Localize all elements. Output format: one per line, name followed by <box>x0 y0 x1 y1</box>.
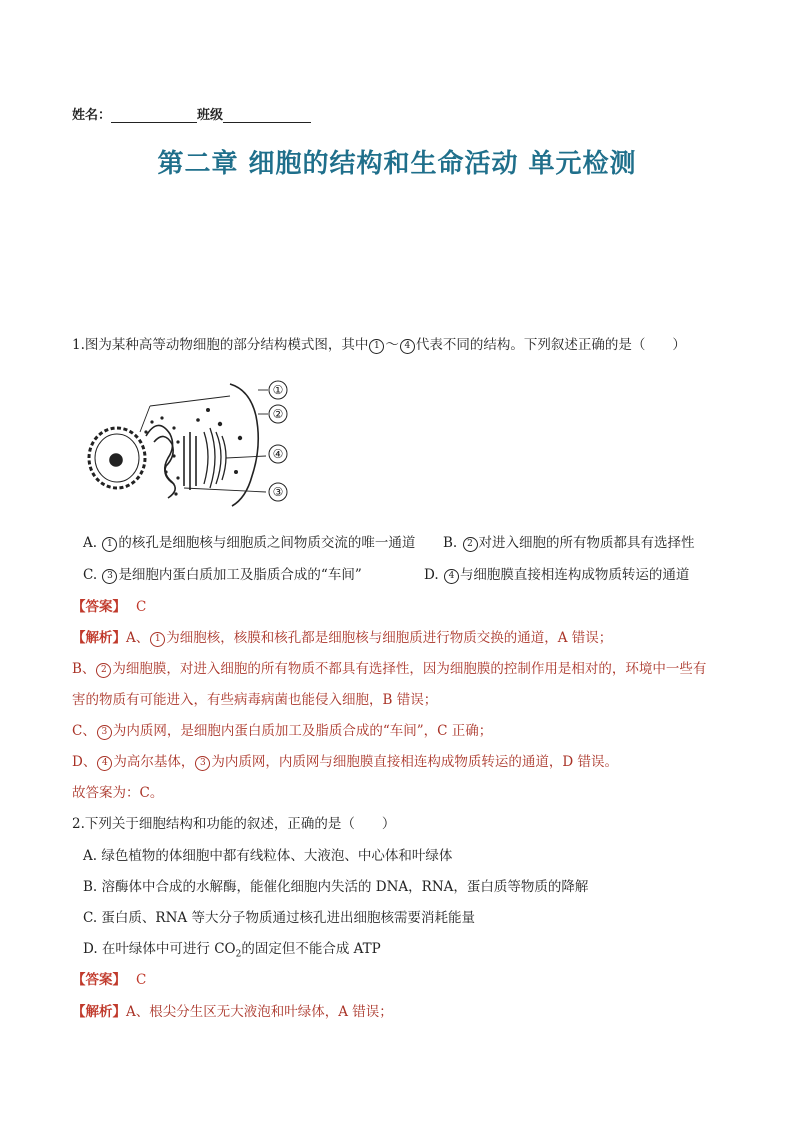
q1-solution-line-2: B、 2 为细胞膜，对进入细胞的所有物质不都具有选择性，因为细胞膜的控制作用是相对的，环境中一些有 <box>72 661 707 677</box>
q2-stem: 2.下列关于细胞结构和功能的叙述，正确的是（ ） <box>72 816 396 832</box>
circled-1-icon: 1 <box>369 339 384 354</box>
figure-label-3: ③ <box>272 485 284 499</box>
golgi <box>204 428 226 488</box>
q1-answer: 【答案】 C <box>72 599 147 615</box>
q1-option-b[interactable]: B. 2 对进入细胞的所有物质都具有选择性 <box>443 535 695 551</box>
class-blank[interactable] <box>223 109 311 123</box>
figure-label-1: ① <box>272 383 284 397</box>
figure-label-4: ④ <box>272 447 284 461</box>
cell-membrane <box>230 384 258 506</box>
name-label: 姓名： <box>72 108 112 123</box>
q1-solution-line-5: D、 4 为高尔基体， 3 为内质网，内质网与细胞膜直接相连构成物质转运的通道，D 错误。 <box>72 754 618 770</box>
student-info-line <box>72 104 311 123</box>
nucleolus <box>110 454 122 466</box>
q1-solution-line-3: 害的物质有可能进入，有些病毒病菌也能侵入细胞，B 错误； <box>72 692 438 708</box>
q1-option-c[interactable]: C. 3 是细胞内蛋白质加工及脂质合成的“车间” <box>83 567 362 583</box>
q1-conclusion: 故答案为：C。 <box>72 785 164 801</box>
cell-structure-figure <box>80 376 300 514</box>
name-blank[interactable] <box>111 109 197 123</box>
q1-stem: 1.图为某种高等动物细胞的部分结构模式图，其中 1 ～ 4 代表不同的结构。下列叙述正确的是（ ） <box>72 337 686 353</box>
figure-label-2: ② <box>272 407 284 421</box>
class-label: 班级 <box>197 108 224 123</box>
page-title: 第二章 细胞的结构和生命活动 单元检测 <box>157 149 637 179</box>
q1-option-a[interactable]: A. 1 的核孔是细胞核与细胞质之间物质交流的唯一通道 <box>83 535 416 551</box>
q2-option-c[interactable]: C. 蛋白质、RNA 等大分子物质通过核孔进出细胞核需要消耗能量 <box>83 910 475 926</box>
circled-4-icon: 4 <box>400 339 415 354</box>
q2-solution-line-1: 【解析】A、根尖分生区无大液泡和叶绿体，A 错误； <box>72 1004 393 1020</box>
q1-option-d[interactable]: D. 4 与细胞膜直接相连构成物质转运的通道 <box>424 567 690 583</box>
q2-answer: 【答案】 C <box>72 972 147 988</box>
q2-option-a[interactable]: A. 绿色植物的体细胞中都有线粒体、大液泡、中心体和叶绿体 <box>83 848 453 864</box>
q1-solution-line-4: C、 3 为内质网，是细胞内蛋白质加工及脂质合成的“车间”，C 正确； <box>72 723 493 739</box>
q2-option-d[interactable]: D. 在叶绿体中可进行 $CO_2$的固定但不能合成 ATP <box>83 941 381 960</box>
q1-solution-line-1: 【解析】A、 1 为细胞核，核膜和核孔都是细胞核与细胞质进行物质交换的通道，A 错误； <box>72 630 613 646</box>
q2-option-b[interactable]: B. 溶酶体中合成的水解酶，能催化细胞内失活的 DNA，RNA，蛋白质等物质的降解 <box>83 879 589 895</box>
